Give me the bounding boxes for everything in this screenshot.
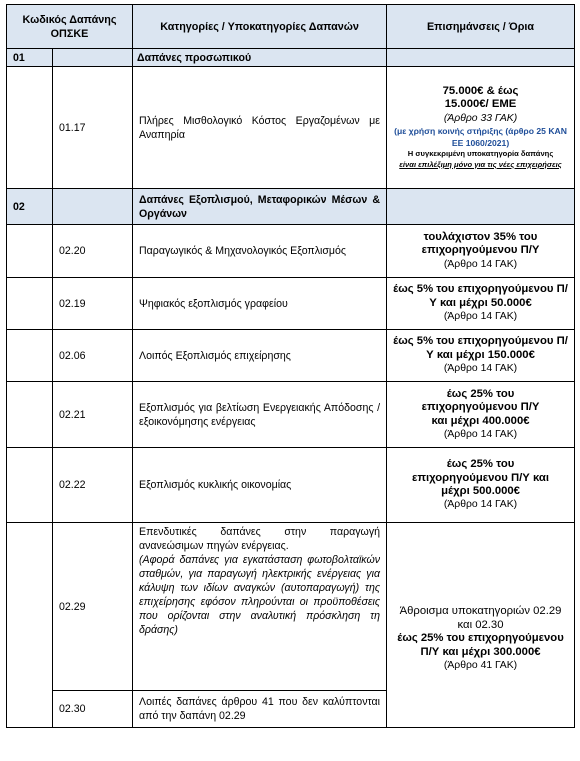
- row-notes: [387, 448, 575, 523]
- row-description: Εξοπλισμός για βελτίωση Ενεργειακής Απόδοσης / εξοικονόμησης ενέργειας: [133, 382, 387, 448]
- notes-limit: έως 5% του επιχορηγούμενου Π/Υ και μέχρι 150.000€: [393, 335, 568, 361]
- row-description: Λοιπός Εξοπλισμός επιχείρησης: [133, 330, 387, 382]
- row-code: 02.22: [53, 448, 133, 523]
- section-row-02: [7, 189, 575, 225]
- row-code: 02.20: [53, 225, 133, 278]
- table-row: [7, 67, 575, 189]
- notes-limit: έως 5% του επιχορηγούμενου Π/Υ και μέχρι 50.000€: [393, 283, 568, 309]
- row-notes: [387, 67, 575, 189]
- table-row: [7, 278, 575, 330]
- notes-limit: έως 25% του επιχορηγούμενου Π/Υ και μέχρι 400.000€: [421, 387, 540, 427]
- row-description: Ψηφιακός εξοπλισμός γραφείου: [133, 278, 387, 330]
- section-code: 01: [7, 49, 53, 67]
- row-notes: [387, 225, 575, 278]
- row-notes: [387, 330, 575, 382]
- description-note: (Αφορά δαπάνες για εγκατάσταση φωτοβολταϊκών σταθμών, για παραγωγή ηλεκτρικής ενέργειας για κάλυψη των ιδίων αναγκών (αυτοπαραγωγή) της επιχείρησης εφόσον πληρούνται οι προϋποθέσεις που ορίζονται στην αναλυτική πρόσκληση τη δράσης): [139, 554, 381, 636]
- notes-limit: τουλάχιστον 35% του επιχορηγούμενου Π/Υ: [421, 230, 540, 257]
- notes-reference: (Άρθρο 41 ΓΑΚ): [443, 660, 518, 672]
- section-title: Δαπάνες προσωπικού: [133, 49, 387, 67]
- notes-reference: (Άρθρο 14 ΓΑΚ): [443, 428, 518, 440]
- row-code: 02.19: [53, 278, 133, 330]
- notes-reference: (Άρθρο 14 ΓΑΚ): [443, 258, 518, 270]
- shared-notes: [387, 523, 575, 728]
- table-row: [7, 225, 575, 278]
- table-row: [7, 448, 575, 523]
- row-description: Λοιπές δαπάνες άρθρου 41 που δεν καλύπτονται από την δαπάνη 02.29: [133, 691, 387, 728]
- notes-reference: (Άρθρο 33 ΓΑΚ): [443, 112, 518, 124]
- row-code: 02.21: [53, 382, 133, 448]
- section-code: 02: [7, 189, 53, 225]
- section-row-01: [7, 49, 575, 67]
- notes-line: Η συγκεκριμένη υποκατηγορία δαπάνης: [407, 149, 554, 159]
- header-expense-code: Κωδικός Δαπάνης ΟΠΣΚΕ: [7, 5, 133, 49]
- row-code: 02.30: [53, 691, 133, 728]
- row-code: 02.29: [53, 523, 133, 691]
- header-notes-limits: Επισημάνσεις / Όρια: [387, 5, 575, 49]
- row-description: [133, 523, 387, 691]
- row-notes: [387, 278, 575, 330]
- row-code: 01.17: [53, 67, 133, 189]
- notes-line: 75.000€ & έως: [442, 84, 519, 97]
- notes-limit: έως 25% του επιχορηγούμενου Π/Υ και μέχρι 300.000€: [397, 632, 564, 658]
- table-header-row: [7, 5, 575, 49]
- row-description: Εξοπλισμός κυκλικής οικονομίας: [133, 448, 387, 523]
- row-notes: [387, 382, 575, 448]
- notes-reference: (Άρθρο 14 ΓΑΚ): [443, 311, 518, 323]
- notes-reference: (Άρθρο 14 ΓΑΚ): [443, 499, 518, 511]
- expense-categories-table: [6, 4, 575, 728]
- table-row: [7, 382, 575, 448]
- row-description: Πλήρες Μισθολογικό Κόστος Εργαζομένων με Αναπηρία: [133, 67, 387, 189]
- table-row: [7, 523, 575, 691]
- header-categories: Κατηγορίες / Υποκατηγορίες Δαπανών: [133, 5, 387, 49]
- notes-line: (με χρήση κοινής στήριξης (άρθρο 25 ΚΑΝ ΕΕ 1060/2021): [394, 126, 567, 149]
- description-main: Επενδυτικές δαπάνες στην παραγωγή ανανεώσιμων πηγών ενέργειας.: [139, 526, 381, 552]
- notes-line: 15.000€/ ΕΜΕ: [444, 98, 517, 111]
- row-code: 02.06: [53, 330, 133, 382]
- notes-reference: (Άρθρο 14 ΓΑΚ): [443, 363, 518, 375]
- section-title: Δαπάνες Εξοπλισμού, Μεταφορικών Μέσων & Οργάνων: [133, 189, 387, 225]
- notes-sum-label: Άθροισμα υποκατηγοριών 02.29 και 02.30: [399, 605, 562, 631]
- table-row: [7, 330, 575, 382]
- row-description: Παραγωγικός & Μηχανολογικός Εξοπλισμός: [133, 225, 387, 278]
- notes-limit: έως 25% του επιχορηγούμενου Π/Υ και μέχρι 500.000€: [412, 458, 549, 497]
- notes-line: είναι επιλέξιμη μόνο για τις νέες επιχειρήσεις: [399, 159, 562, 169]
